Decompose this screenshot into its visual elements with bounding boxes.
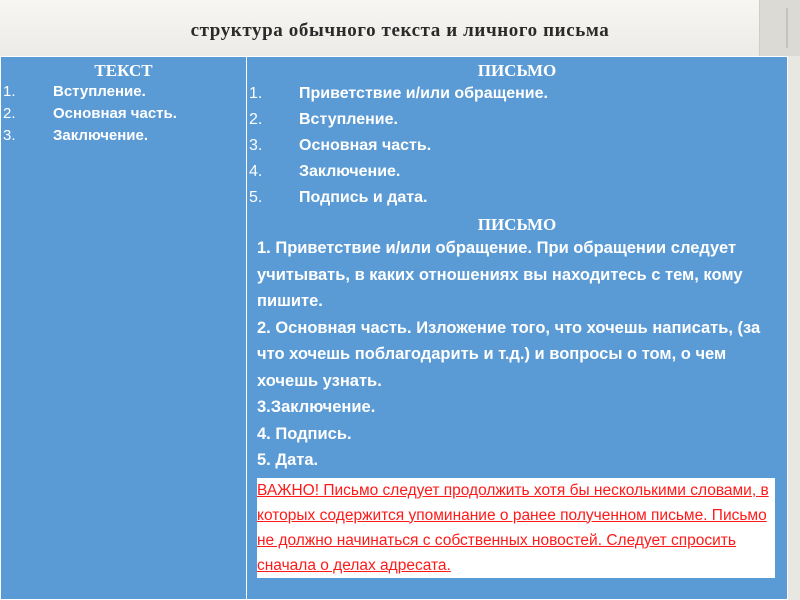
list-number: 3.: [249, 137, 263, 154]
important-note: ВАЖНО! Письмо следует продолжить хотя бы несколькими словами, в которых содержится упоминание о ранее полученном письме. Письмо не должно начинаться с собственных новостей. Следует спросить сначала о делах адресата.: [257, 478, 775, 578]
list-item: [1, 103, 246, 125]
list-number: 2.: [249, 111, 263, 128]
list-text: Заключение.: [299, 163, 401, 180]
list-item: [247, 81, 787, 107]
letter-details-header: ПИСЬМО: [477, 215, 557, 234]
list-number: 1.: [3, 83, 16, 100]
letter-column: [247, 57, 787, 599]
list-item: [1, 125, 246, 147]
detail-paragraph: 4. Подпись.: [257, 424, 352, 443]
list-number: 2.: [3, 105, 16, 122]
list-number: 5.: [249, 189, 263, 206]
list-text: Вступление.: [53, 83, 146, 100]
list-item: [247, 185, 787, 211]
detail-paragraph: 3.Заключение.: [257, 398, 376, 416]
corner-decoration: [759, 0, 800, 56]
list-item: [247, 159, 787, 185]
detail-paragraph: 5. Дата.: [257, 451, 319, 469]
list-number: 1.: [249, 85, 263, 102]
list-text: Приветствие и/или обращение.: [299, 85, 548, 102]
detail-paragraph: 1. Приветствие и/или обращение. При обращении следует учитывать, в каких отношениях вы находитесь с тем, кому пишите.: [257, 239, 743, 310]
text-structure-list: [1, 81, 246, 147]
letter-structure-list: [247, 81, 787, 211]
text-column: [1, 57, 247, 599]
corner-line: [786, 8, 788, 48]
list-text: Вступление.: [299, 111, 398, 128]
list-text: Подпись и дата.: [299, 189, 428, 206]
slide-title: структура обычного текста и личного письма: [190, 20, 610, 41]
comparison-table: [0, 56, 788, 600]
list-text: Основная часть.: [53, 105, 177, 122]
text-column-header: ТЕКСТ: [94, 61, 153, 80]
list-text: Основная часть.: [299, 137, 432, 154]
detail-paragraph: 2. Основная часть. Изложение того, что хочешь написать, (за что хочешь поблагодарить и т.д.) и вопросы о том, о чем хочешь узнать.: [257, 318, 761, 390]
list-number: 4.: [249, 163, 263, 180]
letter-column-header: ПИСЬМО: [477, 61, 557, 80]
list-text: Заключение.: [53, 127, 149, 144]
list-number: 3.: [3, 127, 16, 144]
list-item: [1, 81, 246, 103]
list-item: [247, 133, 787, 159]
list-item: [247, 107, 787, 133]
